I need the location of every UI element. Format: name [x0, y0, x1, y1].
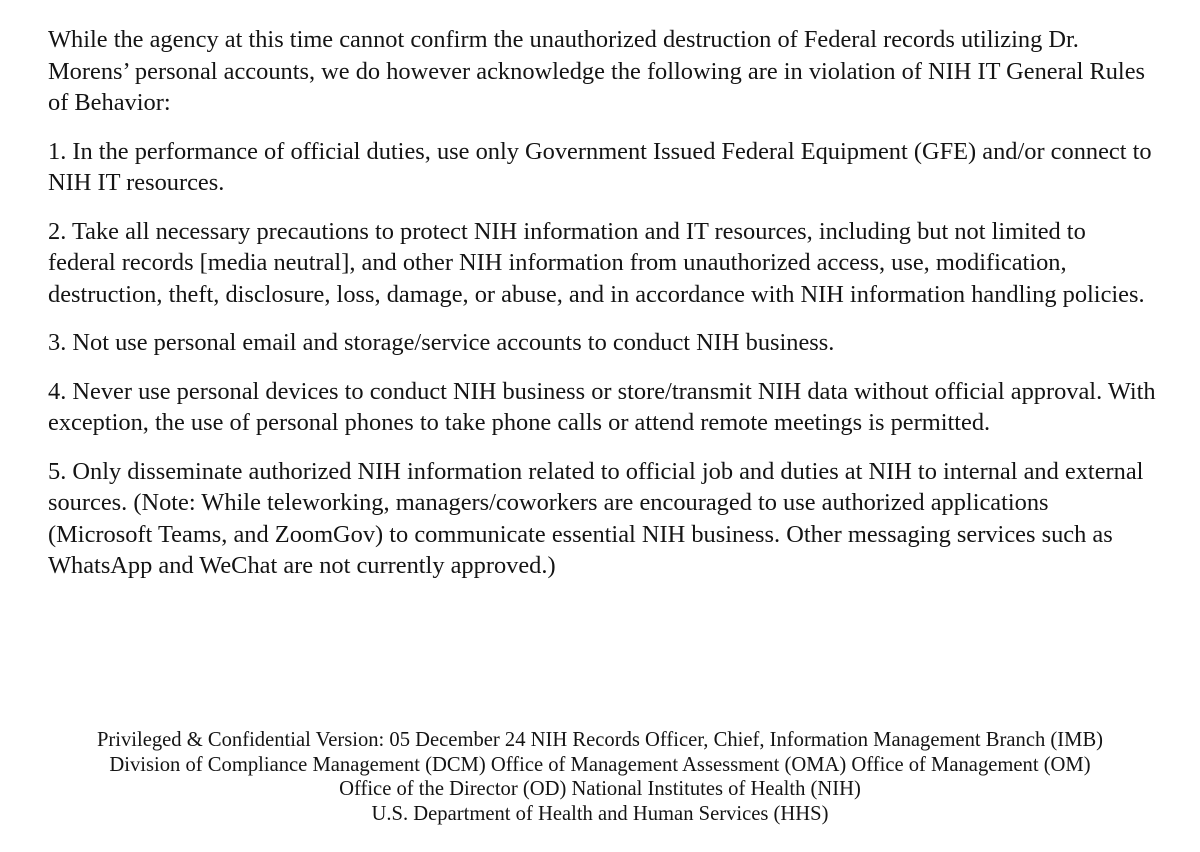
rule-item-4: 4. Never use personal devices to conduct NIH business or store/transmit NIH data without official approval. With exception, the use of personal phones to take phone calls or attend remote meetings is permitted. [48, 377, 1156, 436]
rule-item-3: 3. Not use personal email and storage/service accounts to conduct NIH business. [48, 329, 835, 356]
document-footer [0, 728, 1200, 826]
rule-item-5: 5. Only disseminate authorized NIH information related to official job and duties at NIH to internal and external sources. (Note: While teleworking, managers/coworkers are encouraged to use authorized applications (Microsoft Teams, and ZoomGov) to communicate essential NIH business. Other messaging services such as WhatsApp and WeChat are not currently approved.) [48, 457, 1144, 579]
document-body [48, 24, 1158, 599]
rule-item-1: 1. In the performance of official duties, use only Government Issued Federal Equipment (GFE) and/or connect to NIH IT resources. [48, 137, 1152, 196]
footer-line-3: Office of the Director (OD) National Institutes of Health (NIH) [339, 778, 861, 801]
footer-line-1: Privileged & Confidential Version: 05 December 24 NIH Records Officer, Chief, Information Management Branch (IMB) [96, 729, 1104, 751]
intro-paragraph: While the agency at this time cannot confirm the unauthorized destruction of Federal records utilizing Dr. Morens’ personal accounts, we do however acknowledge the following are in violation of NIH IT General Rules of Behavior: [48, 26, 1146, 116]
footer-line-2: Division of Compliance Management (DCM) Office of Management Assessment (OMA) Office of Management (OM) [109, 753, 1091, 776]
footer-line-4: U.S. Department of Health and Human Services (HHS) [371, 802, 829, 825]
rule-item-2: 2. Take all necessary precautions to protect NIH information and IT resources, including but not limited to federal records [media neutral], and other NIH information from unauthorized access, use, modification, destruction, theft, disclosure, loss, damage, or abuse, and in accordance with NIH information handling policies. [48, 217, 1145, 308]
